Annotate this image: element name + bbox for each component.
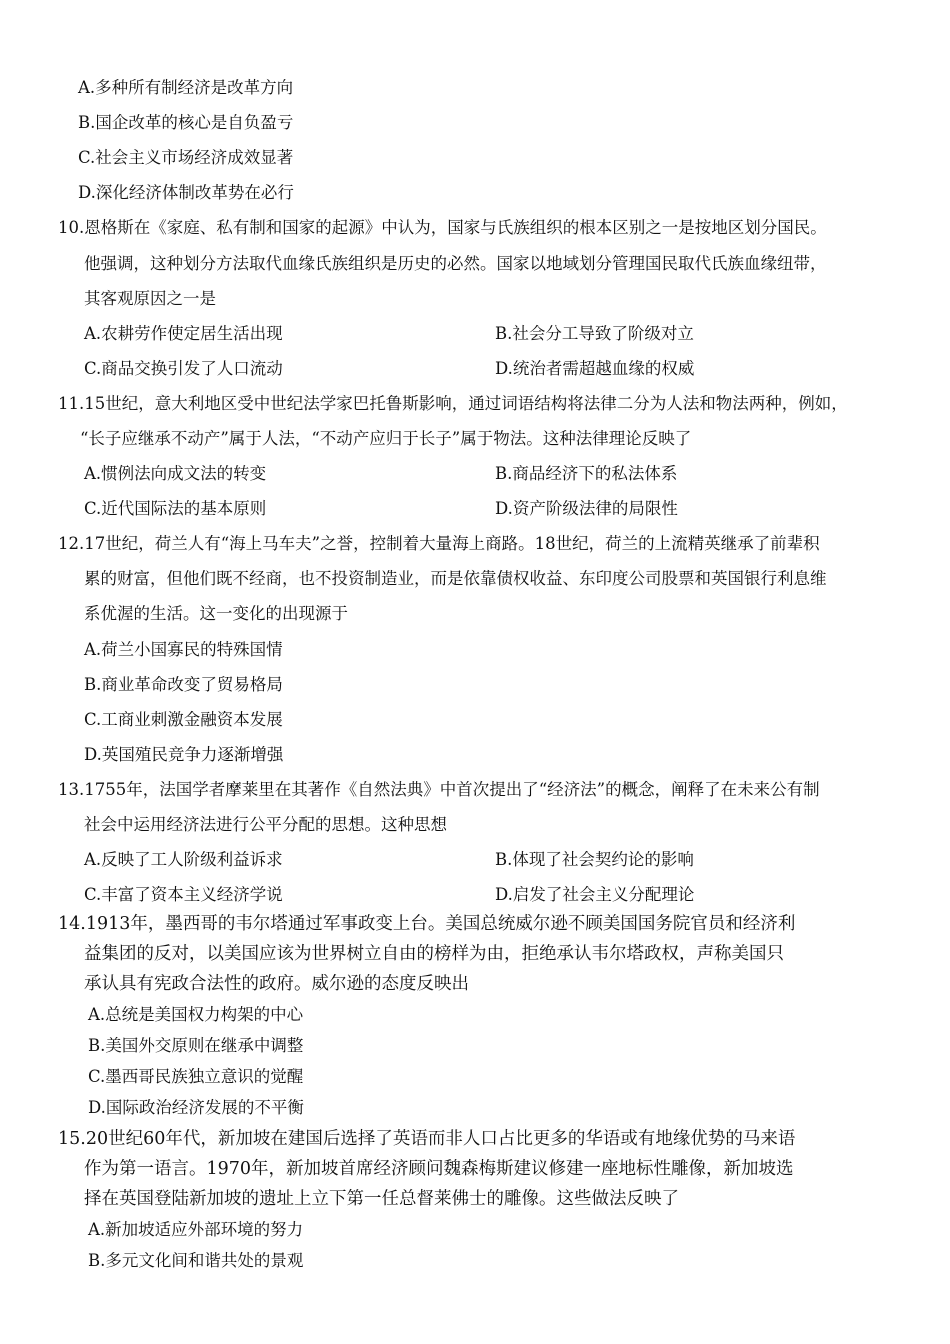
question-stem-line: 14.1913年，墨西哥的韦尔塔通过军事政变上台。美国总统威尔逊不顾美国国务院官员和经济利 <box>58 914 796 934</box>
option-b: B.商品经济下的私法体系 <box>495 464 678 483</box>
question-stem-line: 承认具有宪政合法性的政府。威尔逊的态度反映出 <box>84 974 469 994</box>
option-d: D.国际政治经济发展的不平衡 <box>88 1098 304 1117</box>
question-stem-line: 11.15世纪，意大利地区受中世纪法学家巴托鲁斯影响，通过词语结构将法律二分为人法和物法两种，例如， <box>58 394 848 413</box>
question-stem-line: 益集团的反对，以美国应该为世界树立自由的榜样为由，拒绝承认韦尔塔政权，声称美国只 <box>84 944 784 964</box>
option-a: A.多种所有制经济是改革方向 <box>78 78 294 97</box>
question-stem-line: “长子应继承不动产”属于人法，“不动产应归于长子”属于物法。这种法律理论反映了 <box>80 429 692 448</box>
option-b: B.社会分工导致了阶级对立 <box>495 324 694 343</box>
question-stem-line: 社会中运用经济法进行公平分配的思想。这种思想 <box>84 815 447 834</box>
option-c: C.近代国际法的基本原则 <box>84 499 267 518</box>
option-c: C.丰富了资本主义经济学说 <box>84 885 283 904</box>
option-a: A.惯例法向成文法的转变 <box>84 464 267 483</box>
option-c: C.墨西哥民族独立意识的觉醒 <box>88 1067 304 1086</box>
question-stem-line: 作为第一语言。1970年，新加坡首席经济顾问魏森梅斯建议修建一座地标性雕像，新加坡选 <box>84 1159 794 1179</box>
option-b: B.国企改革的核心是自负盈亏 <box>78 113 294 132</box>
question-stem-line: 择在英国登陆新加坡的遗址上立下第一任总督莱佛士的雕像。这些做法反映了 <box>84 1189 679 1209</box>
option-d: D.英国殖民竞争力逐渐增强 <box>84 745 284 764</box>
option-a: A.总统是美国权力构架的中心 <box>88 1005 304 1024</box>
option-a: A.反映了工人阶级利益诉求 <box>84 850 283 869</box>
option-d: D.深化经济体制改革势在必行 <box>78 183 294 202</box>
question-stem-line: 15.20世纪60年代，新加坡在建国后选择了英语而非人口占比更多的华语或有地缘优势的马来语 <box>58 1129 796 1149</box>
question-stem-line: 其客观原因之一是 <box>84 289 216 308</box>
question-stem-line: 10.恩格斯在《家庭、私有制和国家的起源》中认为，国家与氏族组织的根本区别之一是按地区划分国民。 <box>58 218 827 237</box>
option-c: C.工商业刺激金融资本发展 <box>84 710 283 729</box>
question-stem-line: 12.17世纪，荷兰人有“海上马车夫”之誉，控制着大量海上商路。18世纪，荷兰的上流精英继承了前辈积 <box>58 534 820 553</box>
option-b: B.美国外交原则在继承中调整 <box>88 1036 304 1055</box>
option-d: D.资产阶级法律的局限性 <box>495 499 678 518</box>
option-b: B.体现了社会契约论的影响 <box>495 850 694 869</box>
option-c: C.社会主义市场经济成效显著 <box>78 148 294 167</box>
option-c: C.商品交换引发了人口流动 <box>84 359 283 378</box>
question-stem-line: 他强调，这种划分方法取代血缘氏族组织是历史的必然。国家以地域划分管理国民取代氏族血缘纽带， <box>84 254 827 273</box>
option-d: D.统治者需超越血缘的权威 <box>495 359 695 378</box>
option-a: A.荷兰小国寡民的特殊国情 <box>84 640 283 659</box>
option-a: A.农耕劳作使定居生活出现 <box>84 324 283 343</box>
option-b: B.商业革命改变了贸易格局 <box>84 675 283 694</box>
option-a: A.新加坡适应外部环境的努力 <box>88 1220 304 1239</box>
question-stem-line: 系优渥的生活。这一变化的出现源于 <box>84 604 348 623</box>
question-stem-line: 13.1755年，法国学者摩莱里在其著作《自然法典》中首次提出了“经济法”的概念，阐释了在未来公有制 <box>58 780 820 799</box>
question-stem-line: 累的财富，但他们既不经商，也不投资制造业，而是依靠债权收益、东印度公司股票和英国银行利息维 <box>84 569 827 588</box>
option-d: D.启发了社会主义分配理论 <box>495 885 695 904</box>
option-b: B.多元文化间和谐共处的景观 <box>88 1251 304 1270</box>
